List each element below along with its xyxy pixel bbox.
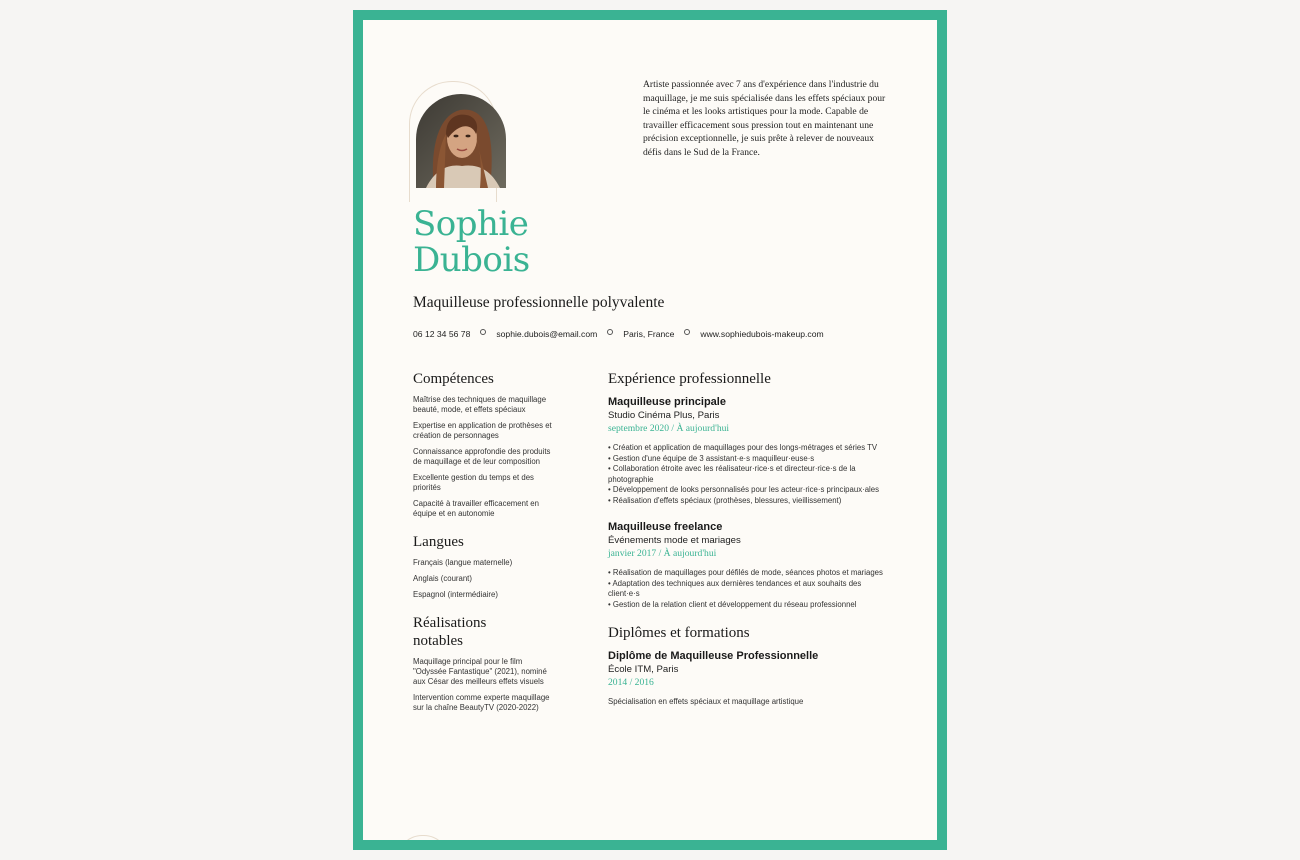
date-range: janvier 2017 / À aujourd'hui [608,548,717,559]
achievement-item: Maquillage principal pour le film "Odyssée Fantastique" (2021), nominé aux César des meilleurs effets visuels [413,657,547,686]
achievements-section [413,614,553,713]
right-column [608,370,893,721]
contact-bar [413,329,824,339]
position-title: Maquilleuse freelance [608,521,723,533]
location: Paris, France [623,329,675,339]
employer: Studio Cinéma Plus, Paris [608,410,720,421]
job-title-headline: Maquilleuse professionnelle polyvalente [413,294,665,311]
language-item: Espagnol (intermédiaire) [413,590,498,599]
position-title: Maquilleuse principale [608,396,726,408]
separator-dot-icon [684,329,690,335]
degree-title: Diplôme de Maquilleuse Professionnelle [608,650,819,662]
list-item: • Collaboration étroite avec les réalisateur·rice·s et directeur·rice·s de la photographie [608,464,856,484]
list-item: • Gestion de la relation client et développement du réseau professionnel [608,599,857,609]
date-range: 2014 / 2016 [608,677,654,688]
skill-item: Capacité à travailler efficacement en équipe et en autonomie [413,499,539,518]
date-range: septembre 2020 / À aujourd'hui [608,423,730,434]
language-item: Français (langue maternelle) [413,558,513,567]
languages-section [413,533,553,600]
separator-dot-icon [480,329,486,335]
skill-item: Maîtrise des techniques de maquillage beauté, mode, et effets spéciaux [413,395,547,414]
profile-summary: Artiste passionnée avec 7 ans d'expérience dans l'industrie du maquillage, je me suis spécialisée dans les effets spéciaux pour le cinéma et les looks artistiques pour la mode. Capable de travailler efficacement sous pression tout en maintenant une précision exceptionnelle, je suis prête à relever de nouveaux défis dans le Sud de la France. [643,79,886,158]
education-heading: Diplômes et formations [608,625,750,641]
skill-item: Excellente gestion du temps et des priorités [413,473,534,492]
email-address[interactable]: sophie.dubois@email.com [496,329,598,339]
list-item: • Réalisation de maquillages pour défilés de mode, séances photos et mariages [608,568,883,577]
profile-photo [416,94,506,188]
list-item: • Développement de looks personnalisés pour les acteur·rice·s principaux·ales [608,485,879,494]
employer: Événements mode et mariages [608,535,741,546]
list-item: • Gestion d'une équipe de 3 assistant·e·s maquilleur·euse·s [608,453,815,463]
resume-frame [353,10,947,850]
website-link[interactable]: www.sophiedubois-makeup.com [700,329,824,339]
resume-page [363,20,937,840]
responsibilities-list [608,568,893,610]
school: École ITM, Paris [608,664,679,675]
experience-entry [608,395,893,506]
phone-number: 06 12 34 56 78 [413,329,471,339]
skill-item: Expertise en application de prothèses et création de personnages [413,421,552,440]
portrait-image [416,94,506,188]
last-name: Dubois [413,240,530,280]
language-item: Anglais (courant) [413,574,472,583]
degree-description: Spécialisation en effets spéciaux et maquillage artistique [608,697,804,706]
languages-heading: Langues [413,534,464,550]
achievements-heading: Réalisations notables [413,615,487,649]
experience-entry [608,520,893,610]
experience-heading: Expérience professionnelle [608,371,771,387]
responsibilities-list [608,443,893,506]
list-item: • Réalisation d'effets spéciaux (prothèses, blessures, vieillissement) [608,495,842,505]
skill-item: Connaissance approfondie des produits de maquillage et de leur composition [413,447,551,466]
skills-heading: Compétences [413,371,494,387]
separator-dot-icon [607,329,613,335]
first-name: Sophie [413,204,529,244]
list-item: • Adaptation des techniques aux dernières tendances et aux souhaits des client·e·s [608,578,862,598]
candidate-name [413,206,530,278]
skills-section [413,370,553,519]
decorative-arch-bottom [397,835,449,840]
left-column [413,370,553,725]
achievement-item: Intervention comme experte maquillage sur la chaîne BeautyTV (2020-2022) [413,693,550,712]
list-item: • Création et application de maquillages pour des longs-métrages et séries TV [608,443,878,452]
education-entry [608,649,893,707]
